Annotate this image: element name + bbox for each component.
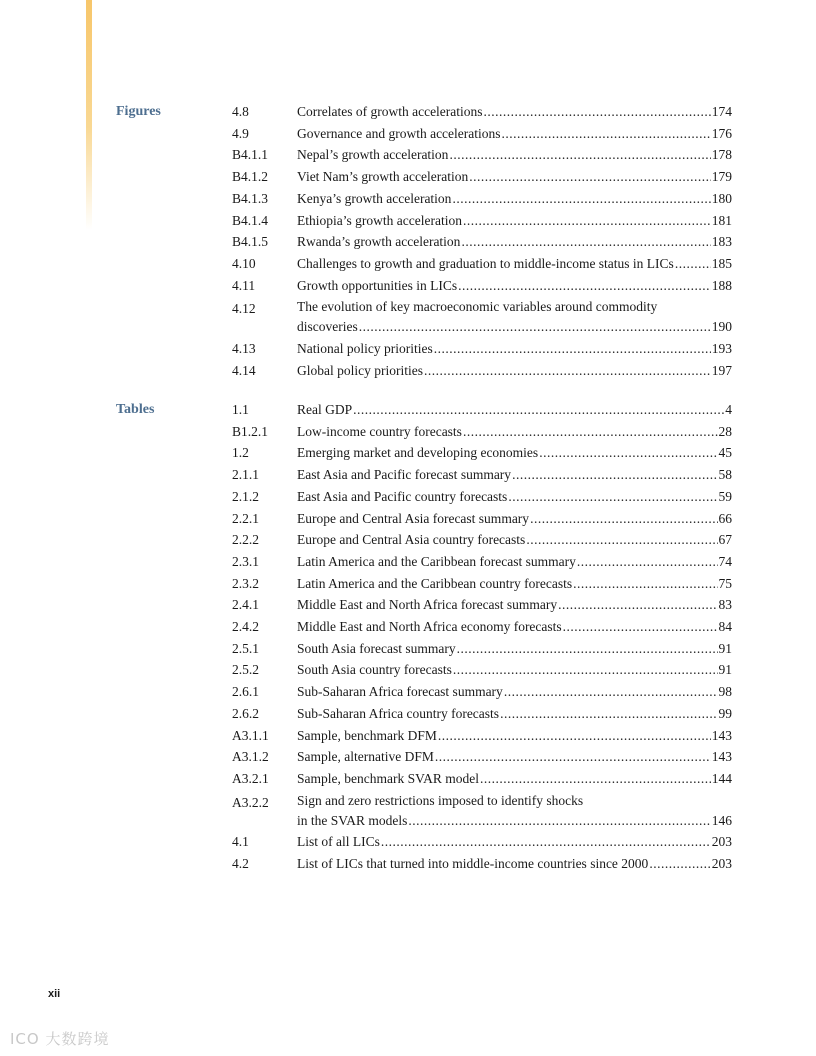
entry-page: 146	[711, 812, 732, 828]
toc-entry[interactable]	[232, 573, 732, 595]
entry-number: 4.13	[232, 341, 256, 357]
entry-number: 4.12	[232, 301, 256, 317]
entry-number: 2.2.1	[232, 510, 259, 526]
dot-leader	[435, 746, 711, 768]
entry-page: 188	[711, 277, 732, 293]
toc-entry[interactable]	[232, 188, 732, 210]
dot-leader	[526, 529, 717, 551]
dot-leader	[480, 768, 711, 790]
entry-page: 45	[718, 445, 732, 461]
toc-entry[interactable]	[232, 399, 732, 421]
toc-entry[interactable]	[232, 338, 732, 360]
entry-line	[297, 166, 732, 188]
toc-entry[interactable]	[232, 616, 732, 638]
entry-page: 176	[711, 125, 732, 141]
toc-entry[interactable]	[232, 725, 732, 747]
entry-number: 2.4.1	[232, 597, 259, 613]
entry-line	[297, 421, 732, 443]
entry-number: 2.4.2	[232, 619, 259, 635]
toc-entry[interactable]	[232, 421, 732, 443]
toc-entry[interactable]	[232, 101, 732, 123]
entry-line	[297, 275, 732, 297]
entry-title: Viet Nam’s growth acceleration	[297, 169, 469, 185]
entry-page: 143	[711, 749, 732, 765]
accent-bar	[86, 0, 92, 230]
entry-number: 4.9	[232, 125, 249, 141]
entry-page: 4	[725, 402, 732, 417]
toc-entry[interactable]	[232, 703, 732, 725]
entry-number: 4.8	[232, 104, 249, 119]
entry-number: 4.10	[232, 255, 256, 271]
entry-line	[297, 210, 732, 232]
entry-title: Governance and growth accelerations	[297, 125, 501, 141]
dot-leader	[452, 188, 710, 210]
dot-leader	[424, 360, 711, 382]
entry-title: Sub-Saharan Africa forecast summary	[297, 684, 503, 700]
toc-entry[interactable]	[232, 508, 732, 530]
entry-number: B1.2.1	[232, 423, 269, 439]
dot-leader	[484, 101, 711, 123]
entry-number: B4.1.4	[232, 212, 269, 228]
entry-page: 58	[718, 467, 732, 483]
entry-number: A3.1.2	[232, 749, 269, 765]
entry-number: 2.1.2	[232, 488, 259, 504]
toc-entry[interactable]	[232, 253, 732, 275]
entry-title-line1: The evolution of key macroeconomic variables around commodity	[297, 299, 658, 315]
entry-title: Middle East and North Africa economy forecasts	[297, 619, 562, 635]
toc-entry[interactable]	[232, 298, 732, 338]
entry-page: 181	[711, 212, 732, 228]
entry-number: 2.5.1	[232, 640, 259, 656]
dot-leader	[504, 681, 718, 703]
entry-title: Low-income country forecasts	[297, 423, 462, 439]
entry-line	[297, 486, 732, 508]
entry-title: Latin America and the Caribbean country forecasts	[297, 575, 573, 591]
toc-entry[interactable]	[232, 486, 732, 508]
entry-number: 2.3.2	[232, 575, 259, 591]
toc-entry[interactable]	[232, 831, 732, 853]
entry-title: East Asia and Pacific forecast summary	[297, 467, 512, 483]
dot-leader	[508, 486, 717, 508]
entry-line	[297, 338, 732, 360]
entry-line	[297, 594, 732, 616]
toc-entry[interactable]	[232, 529, 732, 551]
dot-leader	[563, 616, 718, 638]
entry-line	[297, 831, 732, 853]
entry-line	[297, 508, 732, 530]
entry-title: Sub-Saharan Africa country forecasts	[297, 705, 500, 721]
dot-leader	[434, 338, 711, 360]
dot-leader	[469, 166, 711, 188]
toc-entry[interactable]	[232, 792, 732, 832]
entry-page: 144	[711, 770, 732, 786]
entry-page: 75	[718, 575, 732, 591]
dot-leader	[463, 210, 711, 232]
dot-leader	[649, 853, 710, 875]
dot-leader	[573, 573, 717, 595]
entry-line	[297, 442, 732, 464]
entry-number: 2.1.1	[232, 467, 259, 483]
dot-leader	[558, 594, 717, 616]
dot-leader	[539, 442, 717, 464]
toc-entry[interactable]	[232, 144, 732, 166]
entry-title: Challenges to growth and graduation to middle-income status in LICs	[297, 255, 674, 271]
entry-line	[297, 231, 732, 253]
entry-title: Emerging market and developing economies	[297, 445, 539, 461]
entry-number: A3.2.2	[232, 794, 269, 810]
entry-page: 190	[711, 319, 732, 335]
entry-line	[297, 659, 732, 681]
entry-line	[297, 551, 732, 573]
dot-leader	[461, 231, 710, 253]
dot-leader	[381, 831, 711, 853]
entry-title: Rwanda’s growth acceleration	[297, 234, 461, 250]
entry-number: A3.1.1	[232, 727, 269, 743]
entry-line	[297, 360, 732, 382]
entry-title: Global policy priorities	[297, 362, 423, 378]
entry-number: 4.14	[232, 362, 256, 378]
entry-page: 74	[718, 553, 732, 569]
entry-title: Correlates of growth accelerations	[297, 104, 483, 119]
entry-page: 180	[711, 190, 732, 206]
entry-title: List of all LICs	[297, 834, 380, 850]
entry-page: 59	[718, 488, 732, 504]
dot-leader	[438, 725, 711, 747]
entry-number: 4.11	[232, 277, 256, 293]
toc-entry[interactable]	[232, 853, 732, 875]
entry-line	[297, 616, 732, 638]
entry-number: 2.6.2	[232, 705, 259, 721]
dot-leader	[453, 659, 718, 681]
entry-line	[297, 316, 732, 338]
dot-leader	[457, 638, 718, 660]
entry-title: Latin America and the Caribbean forecast summary	[297, 553, 576, 569]
entry-title: Ethiopia’s growth acceleration	[297, 212, 462, 228]
entry-page: 99	[718, 705, 732, 721]
dot-leader	[502, 123, 711, 145]
dot-leader	[675, 253, 711, 275]
entry-page: 91	[718, 662, 732, 678]
entry-page: 203	[711, 834, 732, 850]
toc-entry[interactable]	[232, 166, 732, 188]
entry-page: 197	[711, 362, 732, 378]
tables-heading: Tables	[116, 402, 155, 417]
toc-entry[interactable]	[232, 746, 732, 768]
entry-line	[297, 101, 732, 123]
entry-number: 2.3.1	[232, 553, 259, 569]
entry-number: 4.2	[232, 856, 249, 872]
page-number: xii	[48, 988, 61, 1000]
toc-entry[interactable]	[232, 442, 732, 464]
entry-page: 193	[711, 341, 732, 357]
dot-leader	[500, 703, 717, 725]
entry-page: 28	[718, 423, 732, 439]
entry-title: Nepal’s growth acceleration	[297, 147, 449, 163]
entry-line	[297, 638, 732, 660]
toc-entry[interactable]	[232, 638, 732, 660]
entry-line	[297, 768, 732, 790]
entry-number: 2.5.2	[232, 662, 259, 678]
entry-number: B4.1.5	[232, 234, 269, 250]
entry-page: 66	[718, 510, 732, 526]
entry-number: A3.2.1	[232, 770, 269, 786]
toc-entry[interactable]	[232, 594, 732, 616]
toc-entry[interactable]	[232, 768, 732, 790]
entry-page: 183	[711, 234, 732, 250]
dot-leader	[530, 508, 717, 530]
entry-title: Europe and Central Asia forecast summary	[297, 510, 530, 526]
toc-entry[interactable]	[232, 231, 732, 253]
entry-title: Middle East and North Africa forecast summary	[297, 597, 558, 613]
entry-line	[297, 123, 732, 145]
toc-entry[interactable]	[232, 123, 732, 145]
entry-line	[297, 810, 732, 832]
entry-page: 179	[711, 169, 732, 185]
entry-page: 178	[711, 147, 732, 163]
entry-title: List of LICs that turned into middle-income countries since 2000	[297, 856, 649, 872]
dot-leader	[512, 464, 717, 486]
figures-list	[232, 101, 732, 381]
entry-title: Real GDP	[297, 402, 353, 417]
dot-leader	[359, 316, 711, 338]
entry-line	[297, 681, 732, 703]
entry-page: 174	[711, 104, 732, 119]
entry-number: 2.2.2	[232, 532, 259, 548]
entry-line	[297, 464, 732, 486]
dot-leader	[449, 144, 710, 166]
entry-title-line1: Sign and zero restrictions imposed to identify shocks	[297, 792, 584, 808]
entry-number: B4.1.1	[232, 147, 269, 163]
entry-title: South Asia country forecasts	[297, 662, 452, 678]
entry-line	[297, 573, 732, 595]
dot-leader	[463, 421, 718, 443]
entry-line	[297, 144, 732, 166]
dot-leader	[408, 810, 710, 832]
watermark: ICO 大数跨境	[10, 1030, 110, 1048]
entry-title: Sample, benchmark DFM	[297, 727, 437, 743]
entry-page: 98	[718, 684, 732, 700]
entry-title: Europe and Central Asia country forecasts	[297, 532, 526, 548]
entry-number: 1.2	[232, 445, 249, 461]
entry-number: B4.1.3	[232, 190, 269, 206]
entry-line	[297, 253, 732, 275]
entry-title: Kenya’s growth acceleration	[297, 190, 452, 206]
entry-number: 2.6.1	[232, 684, 259, 700]
toc-entry[interactable]	[232, 275, 732, 297]
toc-entry[interactable]	[232, 659, 732, 681]
dot-leader	[458, 275, 711, 297]
toc-entry[interactable]	[232, 464, 732, 486]
entry-page: 91	[718, 640, 732, 656]
entry-page: 83	[718, 597, 732, 613]
toc-entry[interactable]	[232, 681, 732, 703]
entry-number: B4.1.2	[232, 169, 269, 185]
dot-leader	[353, 399, 724, 421]
entry-number: 4.1	[232, 834, 249, 850]
entry-page: 84	[718, 619, 732, 635]
entry-line	[297, 399, 732, 421]
entry-title: South Asia forecast summary	[297, 640, 456, 656]
entry-line	[297, 853, 732, 875]
toc-entry[interactable]	[232, 360, 732, 382]
entry-line	[297, 703, 732, 725]
entry-line	[297, 746, 732, 768]
entry-title: discoveries	[297, 319, 358, 335]
entry-number: 1.1	[232, 402, 249, 417]
entry-page: 143	[711, 727, 732, 743]
entry-line	[297, 529, 732, 551]
toc-entry[interactable]	[232, 210, 732, 232]
dot-leader	[577, 551, 718, 573]
entry-title: Sample, benchmark SVAR model	[297, 770, 479, 786]
figures-heading: Figures	[116, 104, 161, 119]
entry-title: Sample, alternative DFM	[297, 749, 434, 765]
toc-entry[interactable]	[232, 551, 732, 573]
entry-title: East Asia and Pacific country forecasts	[297, 488, 508, 504]
entry-title: National policy priorities	[297, 341, 433, 357]
tables-list	[232, 399, 732, 875]
entry-title: Growth opportunities in LICs	[297, 277, 458, 293]
entry-line	[297, 188, 732, 210]
entry-page: 67	[718, 532, 732, 548]
entry-page: 203	[711, 856, 732, 872]
entry-title: in the SVAR models	[297, 812, 408, 828]
entry-line	[297, 725, 732, 747]
entry-page: 185	[711, 255, 732, 271]
